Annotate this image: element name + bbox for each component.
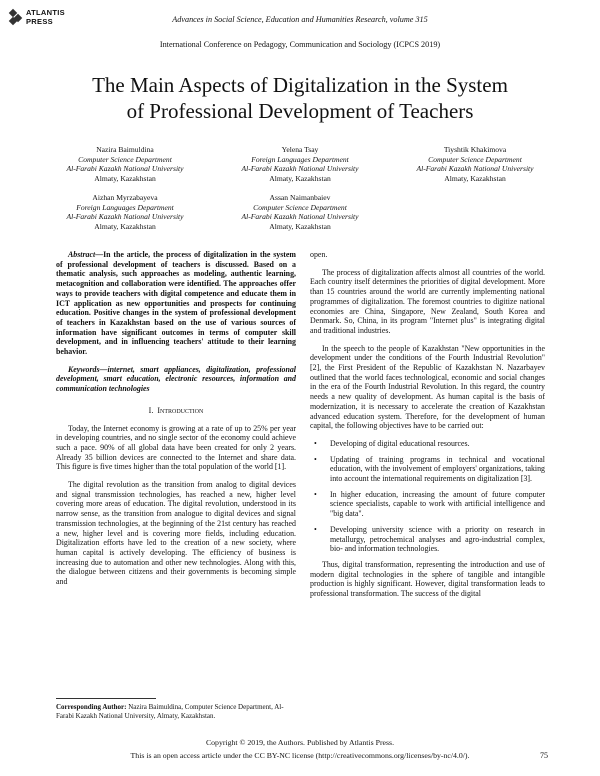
- list-item: [310, 439, 545, 449]
- license-line: This is an open access article under the CC BY-NC license (http://creativecommons.org/licenses/by-nc/4.0/).: [130, 751, 470, 760]
- abstract-label: Abstract: [68, 250, 96, 259]
- author-name: Assan Naimanbaiev: [269, 193, 331, 202]
- list-item-text: In higher education, increasing the amount of future computer science specialists, capable to work with artificial intelligence and "big data".: [330, 489, 545, 519]
- keywords-text: —internet, smart appliances, digitalization, professional development, smart education, electronic resources, information and communication technologies: [56, 364, 296, 394]
- author-dept: Foreign Languages Department: [76, 202, 174, 212]
- author-block: [215, 145, 385, 183]
- author-dept: Computer Science Department: [428, 154, 522, 164]
- paragraph: Today, the Internet economy is growing at a rate of up to 25% per year in developing countries, and no single sector of the economy could achieve such a pace. 90% of all global data have been created for only 2 years. Already 35 billion devices are connected to the Internet and share data. This figure is five times higher than the total population of the world [1].: [56, 423, 296, 472]
- objectives-list: [310, 439, 545, 554]
- author-univ: Al-Farabi Kazakh National University: [241, 212, 359, 222]
- title-line2: of Professional Development of Teachers: [126, 99, 474, 123]
- list-item-text: Developing university science with a priority on research in metallurgy, petrochemical analyses and agro-industrial complex, bio- and information technologies.: [330, 524, 545, 554]
- author-city: Almaty, Kazakhstan: [444, 173, 506, 183]
- section-number: I.: [148, 405, 154, 415]
- abstract-text: —In the article, the process of digitalization in the system of professional development of teachers is discussed. Based on a thematic analysis, such approaches as modeling, authentic learning, metacognition and collaboration were identified. The approaches offer ways to provide teachers with digital competence and educate them in ICT application as new opportunities and prospects for continuing education. Positive changes in the system of professional development of teachers in Kazakhstan based on the use of various sources of information have significant outcomes in terms of computer skill development, and in influencing teachers' attitude to their learning behavior.: [56, 250, 296, 357]
- list-item-text: Developing of digital educational resources.: [330, 438, 470, 448]
- paragraph: In the speech to the people of Kazakhstan "New opportunities in the development under the conditions of the Fourth Industrial Revolution" [2], the First President of the Republic of Kazakhstan N. Nazarbayev outlined that the world faces technological, economic and social changes in the era of the Fourth Industrial Revolution. In this regard, the country needs a new quality of development. As human capital is the basis of modernization, it is necessary to accelerate the creation of Kazakhstan advanced education system. Therefore, for the development of human capital, the following objectives have to be carried out:: [310, 343, 545, 431]
- paragraph: The process of digitalization affects almost all countries of the world. Each country itself determines the priorities of digital development. More than 15 countries around the world are currently implementing national programmes of digitalization. The foremost countries to digitize national economies are China, Singapore, New Zealand, South Korea and Denmark. So, China, in its program "Internet plus" is integrating digital and traditional industries.: [310, 267, 545, 335]
- author-block: [40, 145, 210, 183]
- logo-line2: PRESS: [26, 17, 53, 26]
- footnote-text: Nazira Baimuldina, Computer Science Department, Al-Farabi Kazakh National University, Almaty, Kazakhstan.: [56, 703, 284, 720]
- journal-name: Advances in Social Science, Education and Humanities Research, volume 315: [172, 15, 428, 24]
- list-item: [310, 490, 545, 519]
- footnote-divider: [56, 698, 156, 699]
- bullet: •: [314, 524, 317, 534]
- author-dept: Computer Science Department: [253, 202, 347, 212]
- section-title: Introduction: [157, 405, 204, 415]
- copyright-line: Copyright © 2019, the Authors. Published by Atlantis Press.: [205, 738, 395, 747]
- section-heading: [56, 406, 296, 416]
- author-city: Almaty, Kazakhstan: [269, 221, 331, 231]
- left-column: [56, 250, 296, 587]
- author-city: Almaty, Kazakhstan: [269, 173, 331, 183]
- paper-title: [40, 72, 560, 124]
- keywords: [56, 365, 296, 394]
- page-number: 75: [540, 751, 548, 760]
- footnote: [56, 703, 296, 721]
- logo-line1: ATLANTIS: [26, 8, 65, 17]
- author-city: Almaty, Kazakhstan: [94, 173, 156, 183]
- author-univ: Al-Farabi Kazakh National University: [66, 212, 184, 222]
- author-name: Aizhan Myrzabayeva: [92, 193, 158, 202]
- author-univ: Al-Farabi Kazakh National University: [66, 164, 184, 174]
- bullet: •: [314, 489, 317, 499]
- author-dept: Computer Science Department: [78, 154, 172, 164]
- conference-name: International Conference on Pedagogy, Communication and Sociology (ICPCS 2019): [159, 40, 441, 49]
- author-dept: Foreign Languages Department: [251, 154, 349, 164]
- paragraph-continuation: open.: [310, 250, 328, 259]
- title-line1: The Main Aspects of Digitalization in the System: [92, 73, 508, 97]
- author-block: [390, 145, 560, 183]
- author-block: [40, 193, 210, 231]
- author-name: Yelena Tsay: [281, 145, 319, 154]
- author-name: Tiyshtik Khakimova: [443, 145, 507, 154]
- author-block: [215, 193, 385, 231]
- author-univ: Al-Farabi Kazakh National University: [241, 164, 359, 174]
- author-univ: Al-Farabi Kazakh National University: [416, 164, 534, 174]
- footnote-label: Corresponding Author:: [56, 703, 127, 711]
- keywords-label: Keywords: [68, 364, 100, 374]
- list-item-text: Updating of training programs in technical and vocational education, with the involvement of employers' organizations, taking into account the international requirements on digitalization [3].: [330, 454, 545, 484]
- bullet: •: [314, 438, 317, 448]
- author-city: Almaty, Kazakhstan: [94, 221, 156, 231]
- abstract: [56, 250, 296, 357]
- paragraph: The digital revolution as the transition from analog to digital devices and signal transmission technologies, has reached a new, higher level covering more areas of education. The digital revolution, understood in its narrow sense, as the transition from analogue to digital devices and signal transmission technologies, at the beginning of the 21st century has reached a new, higher level and is covering more fields, including education. Digitalization efforts have led to the creation of a new society, where human capital is actively developing. The efficiency of business is increasing due to automation and other new technologies. Along with this, the dialogue between citizens and their governments is becoming simple and: [56, 480, 296, 587]
- list-item: [310, 525, 545, 554]
- paragraph: Thus, digital transformation, representing the introduction and use of modern digital technologies in the sphere of tangible and intangible production is highly significant. However, digital transformation leads to professional transformation. The success of the digital: [310, 559, 545, 599]
- author-name: Nazira Baimuldina: [96, 145, 154, 154]
- right-column: [310, 250, 545, 599]
- bullet: •: [314, 454, 317, 464]
- list-item: [310, 455, 545, 484]
